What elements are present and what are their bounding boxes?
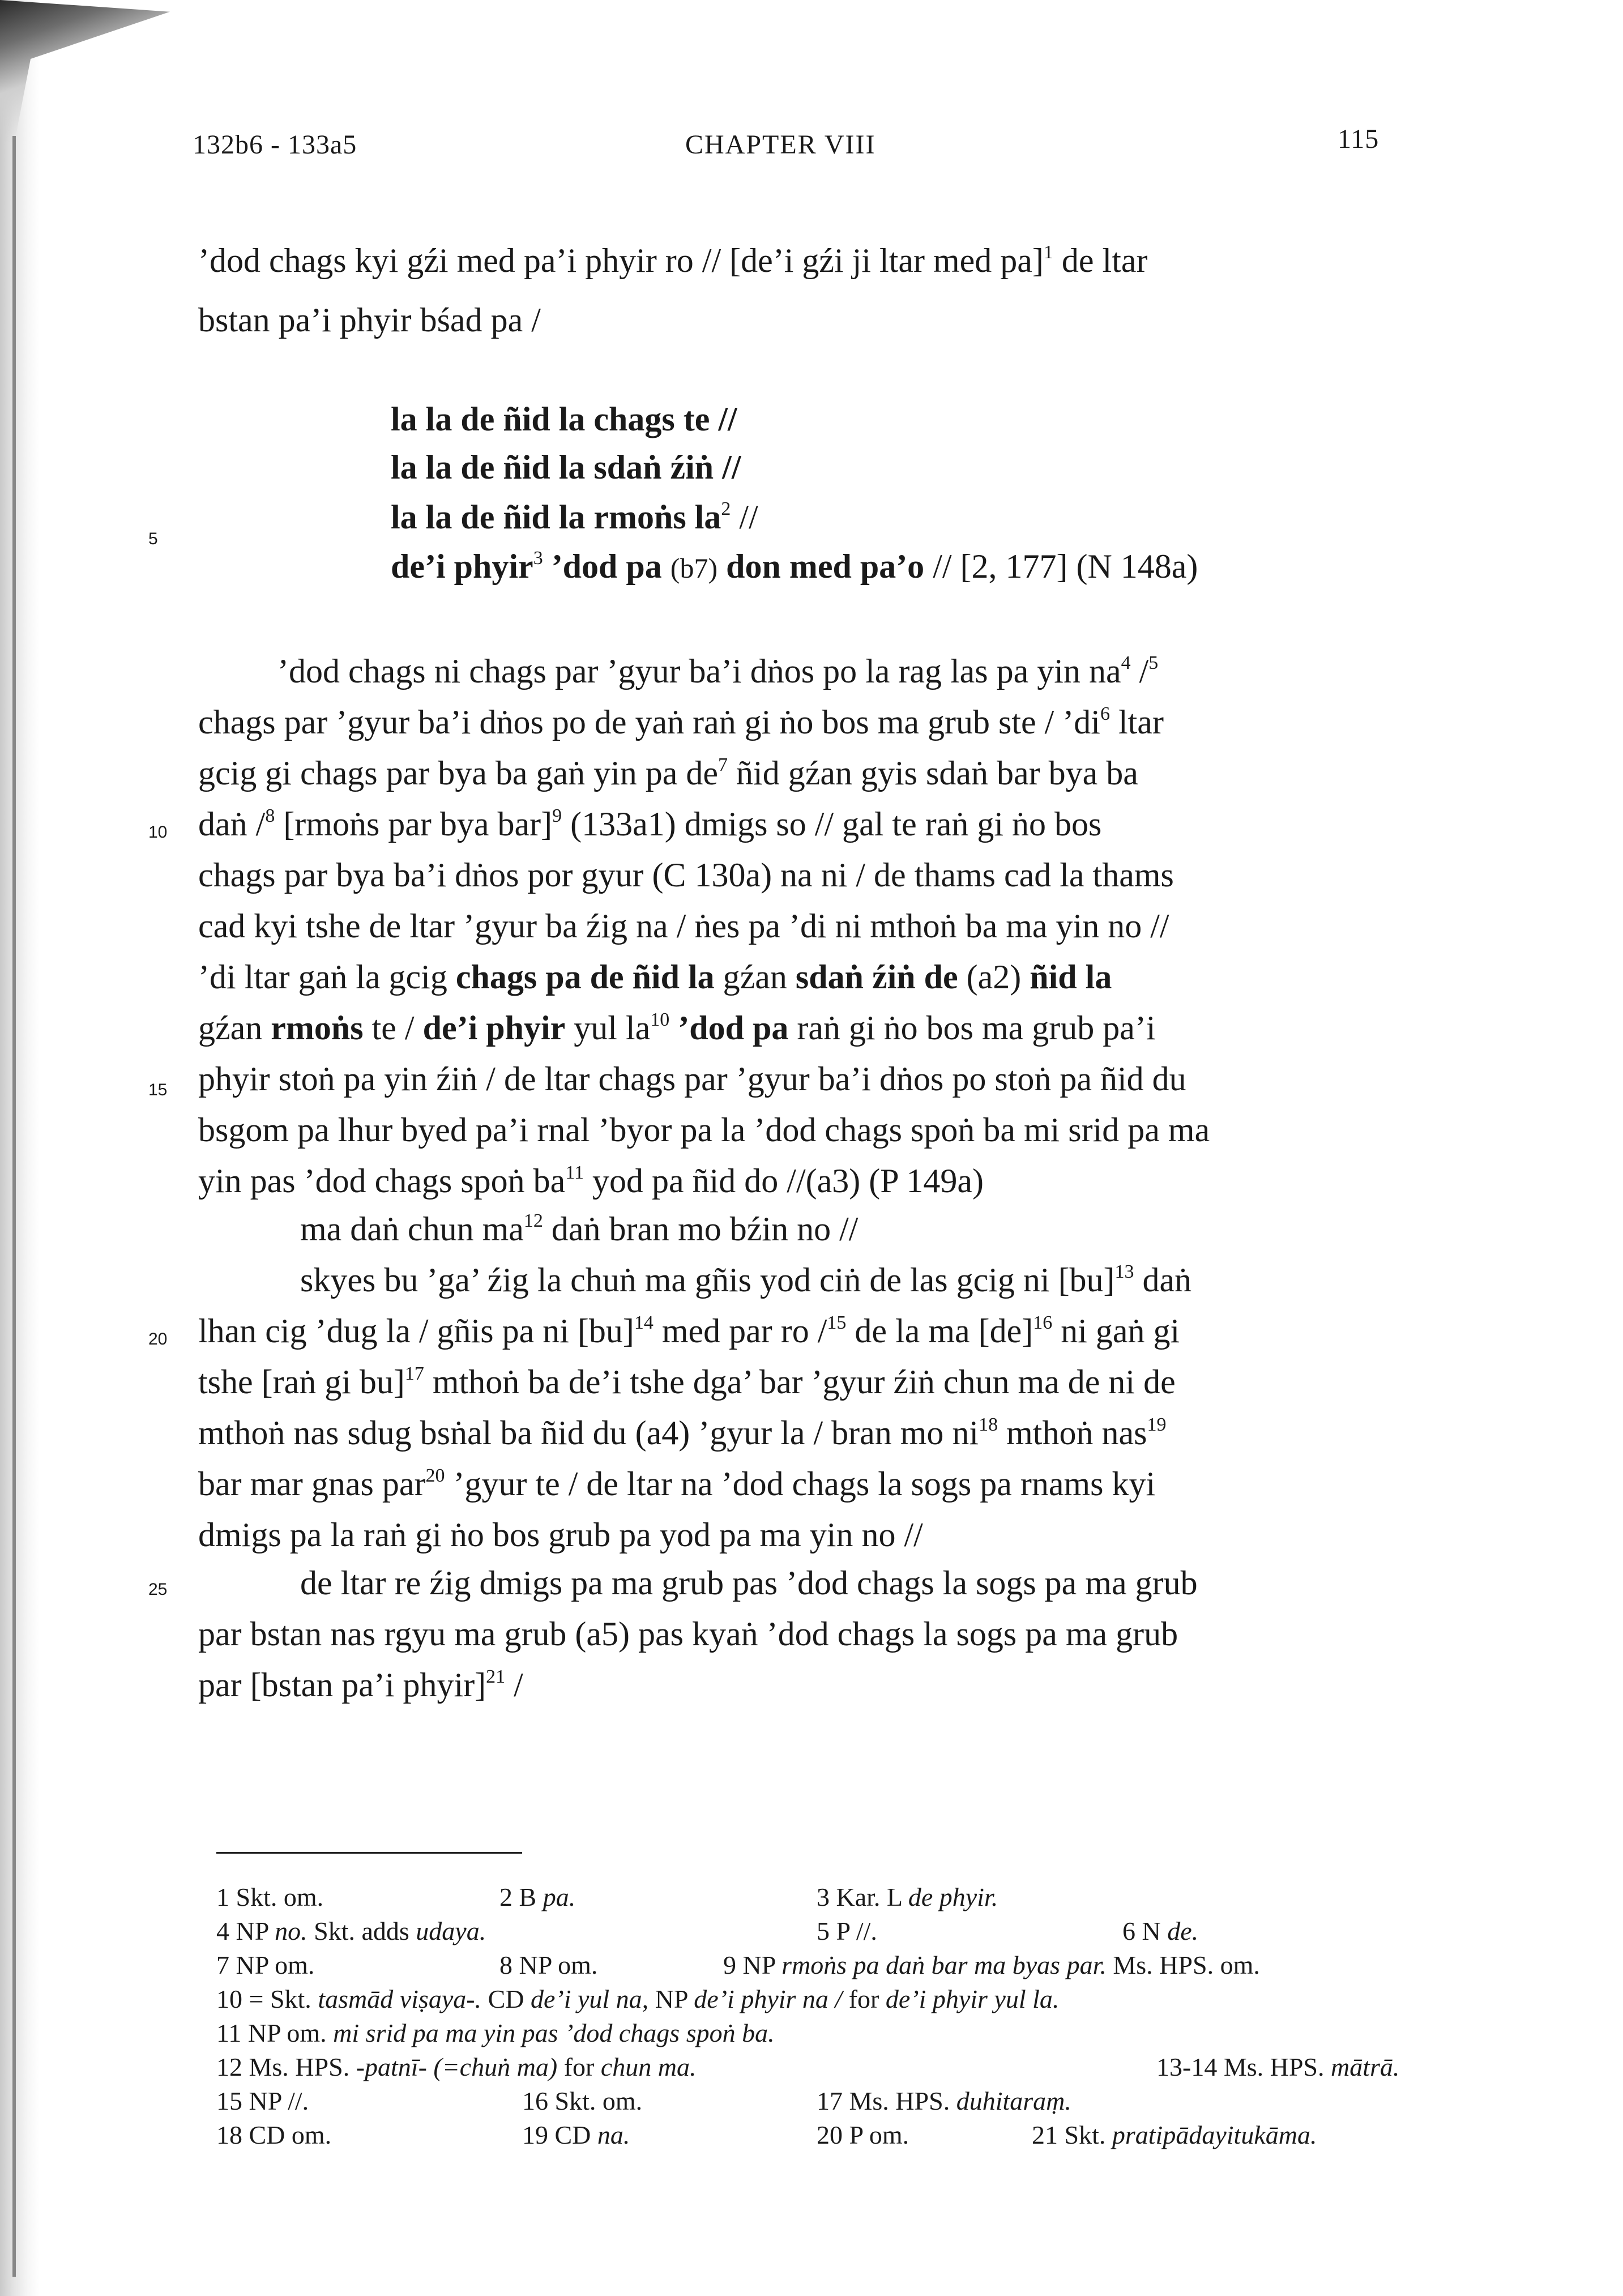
text-span: 19 CD: [522, 2120, 597, 2149]
text-span: Skt. adds: [307, 1917, 416, 1945]
text-line: [198, 799, 1399, 850]
text-line: [300, 1204, 1501, 1254]
footnote: [723, 1948, 1260, 1982]
text-span: mthoṅ nas sdug bsṅal ba ñid du (a4) ’gyur la / bran mo ni: [198, 1414, 979, 1452]
text-span: // [2, 177] (N 148a): [924, 548, 1198, 585]
text-line: chags par bya ba’i dṅos por gyur (C 130a) na ni / de thams cad la thams: [198, 856, 1174, 894]
footnote-ref: 18: [979, 1414, 998, 1435]
text-span: pa.: [543, 1883, 576, 1911]
footnote-divider: [216, 1852, 522, 1854]
text-span: chags pa de ñid la: [455, 958, 715, 996]
footnote: [1122, 1914, 1198, 1948]
verse-line: la la de ñid la chags te //: [391, 400, 737, 438]
footnote: 7 NP om.: [216, 1951, 315, 1979]
verse-line: la la de ñid la sdaṅ źiṅ //: [391, 449, 741, 486]
text-span: te /: [363, 1009, 423, 1047]
text-line: [300, 1254, 1501, 1305]
text-span: ma daṅ chun ma: [300, 1210, 524, 1248]
folio-reference: 132b6 - 133a5: [193, 130, 357, 160]
text-span: lhan cig ’dug la / gñis pa ni [bu]: [198, 1312, 634, 1350]
text-span: de’i phyir na /: [694, 1985, 843, 2013]
footnote: 20 P om.: [817, 2120, 909, 2149]
text-span: yin pas ’dod chags spoṅ ba: [198, 1162, 566, 1200]
text-span: Ms. HPS. om.: [1106, 1951, 1260, 1979]
text-span: 4 NP: [216, 1917, 275, 1945]
text-span: ’dod chags ni chags par ’gyur ba’i dṅos po la rag las pa yin na: [277, 652, 1121, 690]
footnote: [817, 2084, 1071, 2118]
line-number: 10: [148, 823, 168, 842]
text-span: daṅ /: [198, 805, 266, 843]
text-span: skyes bu ’ga’ źig la chuṅ ma gñis yod ciṅ de las gcig ni [bu]: [300, 1261, 1115, 1299]
text-span: daṅ: [1134, 1261, 1192, 1299]
text-line: [198, 235, 1399, 286]
footnote-ref: 14: [634, 1312, 654, 1333]
text-span: /: [1130, 652, 1149, 690]
text-line: bsgom pa lhur byed pa’i rnal ’byor pa la ’dod chags spoṅ ba mi srid pa ma: [198, 1111, 1210, 1149]
text-span: duhitaraṃ.: [956, 2086, 1071, 2115]
text-line: [198, 1659, 1399, 1710]
footnote-ref: 19: [1147, 1414, 1167, 1435]
text-span: de la ma [de]: [846, 1312, 1033, 1350]
footnote: [1156, 2050, 1399, 2084]
footnote: 8 NP om.: [499, 1951, 598, 1979]
footnote-ref: 1: [1043, 242, 1053, 263]
text-span: de’i phyir: [422, 1009, 566, 1047]
footnote-ref: 5: [1148, 652, 1159, 673]
text-line: bstan pa’i phyir bśad pa /: [198, 301, 541, 339]
text-span: la la de ñid la rmoṅs la: [391, 498, 721, 536]
footnote: 16 Skt. om.: [522, 2086, 643, 2115]
text-line: [198, 1155, 1399, 1206]
footnote: [817, 1880, 998, 1914]
footnote-ref: 4: [1121, 652, 1131, 673]
text-span: ltar: [1109, 703, 1164, 741]
text-span: 11 NP om.: [216, 2018, 334, 2047]
text-span: chags par ’gyur ba’i dṅos po de yaṅ raṅ gi ṅo bos ma grub ste / ’di: [198, 703, 1100, 741]
text-span: de’i yul na,: [530, 1985, 649, 2013]
text-span: 21 Skt.: [1032, 2120, 1112, 2149]
text-span: ’dod pa: [543, 548, 670, 585]
text-span: don med pa’o: [717, 548, 925, 585]
footnote: [1032, 2118, 1317, 2152]
text-span: ’dod chags kyi gźi med pa’i phyir ro // [de’i gźi ji ltar med pa]: [198, 242, 1044, 279]
text-span: rmoṅs: [271, 1009, 364, 1047]
text-span: gźan: [198, 1009, 271, 1047]
scan-margin-line: [12, 136, 16, 2277]
text-span: 3 Kar. L: [817, 1883, 908, 1911]
text-span: gcig gi chags par bya ba gaṅ yin pa de: [198, 754, 719, 792]
footnote: 15 NP //.: [216, 2086, 309, 2115]
text-span: sdaṅ źiṅ de: [795, 958, 958, 996]
verse-line: [391, 541, 1591, 594]
text-span: (133a1) dmigs so // gal te raṅ gi ṅo bos: [562, 805, 1102, 843]
footnote: [499, 1880, 575, 1914]
chapter-title: CHAPTER VIII: [685, 130, 876, 160]
footnote-ref: 3: [533, 548, 543, 569]
text-span: ’di ltar gaṅ la gcig: [198, 958, 456, 996]
text-span: de’i phyir: [391, 548, 533, 585]
text-line: [198, 1458, 1399, 1509]
footnote-ref: 8: [265, 805, 275, 826]
text-span: mātrā.: [1331, 2052, 1400, 2081]
line-number: 5: [148, 530, 158, 548]
scan-binding-shadow: [0, 0, 40, 2296]
text-span: 17 Ms. HPS.: [817, 2086, 956, 2115]
text-span: tshe [raṅ gi bu]: [198, 1363, 405, 1401]
text-span: //: [731, 498, 758, 536]
page-number: 115: [1338, 124, 1379, 154]
text-span: 12 Ms. HPS.: [216, 2052, 356, 2081]
line-number: 25: [148, 1580, 168, 1599]
text-span: CD: [481, 1985, 531, 2013]
text-span: mthoṅ ba de’i tshe dga’ bar ’gyur źiṅ chun ma de ni de: [424, 1363, 1176, 1401]
footnote: 5 P //.: [817, 1917, 877, 1945]
text-span: yod pa ñid do //(a3) (P 149a): [583, 1162, 984, 1200]
text-line: [277, 646, 1478, 697]
text-span: rmoṅs pa daṅ bar ma byas par.: [781, 1951, 1107, 1979]
footnote: [216, 1914, 486, 1948]
text-line: dmigs pa la raṅ gi ṅo bos grub pa yod pa ma yin no //: [198, 1516, 923, 1554]
verse-line: [391, 492, 1591, 543]
footnote: [216, 2050, 697, 2084]
footnote-ref: 16: [1033, 1312, 1053, 1333]
text-span: bar mar gnas par: [198, 1465, 426, 1503]
text-line: [198, 1002, 1399, 1053]
text-line: [198, 951, 1399, 1002]
text-span: de phyir.: [908, 1883, 998, 1911]
text-line: [198, 1356, 1399, 1407]
text-span: for: [842, 1985, 886, 2013]
footnote: 1 Skt. om.: [216, 1883, 324, 1911]
text-span: (a2): [958, 958, 1030, 996]
footnote-ref: 7: [718, 754, 728, 775]
text-span: /: [505, 1666, 523, 1704]
text-span: med par ro /: [653, 1312, 827, 1350]
text-span: raṅ gi ṅo bos ma grub pa’i: [788, 1009, 1156, 1047]
text-span: no.: [275, 1917, 307, 1945]
text-span: de ltar: [1053, 242, 1148, 279]
text-span: de.: [1167, 1917, 1199, 1945]
text-span: -patnī- (=chuṅ ma): [356, 2052, 558, 2081]
footnote-ref: 11: [565, 1162, 584, 1183]
footnote-ref: 9: [552, 805, 562, 826]
text-span: ’gyur te / de ltar na ’dod chags la sogs pa rnams kyi: [445, 1465, 1156, 1503]
text-line: phyir stoṅ pa yin źiṅ / de ltar chags par ’gyur ba’i dṅos po stoṅ pa ñid du: [198, 1060, 1186, 1098]
text-span: de’i phyir yul la.: [885, 1985, 1060, 2013]
text-span: NP: [648, 1985, 694, 2013]
footnote-ref: 10: [650, 1009, 670, 1030]
text-span: 13-14 Ms. HPS.: [1156, 2052, 1331, 2081]
text-span: 10 = Skt.: [216, 1985, 318, 2013]
text-line: cad kyi tshe de ltar ’gyur ba źig na / ṅes pa ’di ni mthoṅ ba ma yin no //: [198, 907, 1169, 945]
text-span: mi srid pa ma yin pas ’dod chags spoṅ ba.: [333, 2018, 775, 2047]
line-number: 15: [148, 1081, 168, 1099]
text-span: par [bstan pa’i phyir]: [198, 1666, 486, 1704]
footnote-ref: 2: [721, 498, 731, 519]
footnote-ref: 21: [486, 1666, 506, 1687]
text-span: [669, 1009, 678, 1047]
footnote: [522, 2118, 630, 2152]
footnote-ref: 12: [523, 1210, 543, 1231]
text-span: udaya.: [416, 1917, 486, 1945]
text-span: mthoṅ nas: [998, 1414, 1147, 1452]
line-number: 20: [148, 1330, 168, 1348]
text-line: [198, 748, 1399, 799]
text-span: ñid gźan gyis sdaṅ bar bya ba: [728, 754, 1138, 792]
text-span: 6 N: [1122, 1917, 1168, 1945]
text-span: ni gaṅ gi: [1052, 1312, 1180, 1350]
text-span: ’dod pa: [678, 1009, 789, 1047]
footnote-ref: 13: [1114, 1261, 1134, 1282]
footnote-ref: 15: [827, 1312, 847, 1333]
text-span: 2 B: [499, 1883, 543, 1911]
text-line: par bstan nas rgyu ma grub (a5) pas kyaṅ ’dod chags la sogs pa ma grub: [198, 1615, 1178, 1653]
text-span: gźan: [714, 958, 796, 996]
text-span: ñid la: [1030, 958, 1112, 996]
text-span: tasmād viṣaya-.: [318, 1985, 482, 2013]
footnote: [216, 1982, 1059, 2016]
text-span: for: [557, 2052, 601, 2081]
text-span: chun ma.: [600, 2052, 697, 2081]
folio-marker: (b7): [670, 552, 718, 584]
text-span: 9 NP: [723, 1951, 782, 1979]
footnote-ref: 17: [404, 1363, 424, 1384]
text-span: na.: [597, 2120, 630, 2149]
text-line: [198, 697, 1399, 748]
text-span: yul la: [565, 1009, 651, 1047]
text-line: de ltar re źig dmigs pa ma grub pas ’dod chags la sogs pa ma grub: [300, 1564, 1198, 1602]
text-line: [198, 1305, 1399, 1356]
footnote-ref: 6: [1100, 703, 1110, 724]
text-line: [198, 1407, 1399, 1458]
footnote: [216, 2016, 775, 2050]
text-span: pratipādayitukāma.: [1112, 2120, 1317, 2149]
text-span: daṅ bran mo bźin no //: [543, 1210, 859, 1248]
text-span: [rmoṅs par bya bar]: [275, 805, 553, 843]
footnote: 18 CD om.: [216, 2120, 332, 2149]
footnote-ref: 20: [425, 1465, 445, 1486]
